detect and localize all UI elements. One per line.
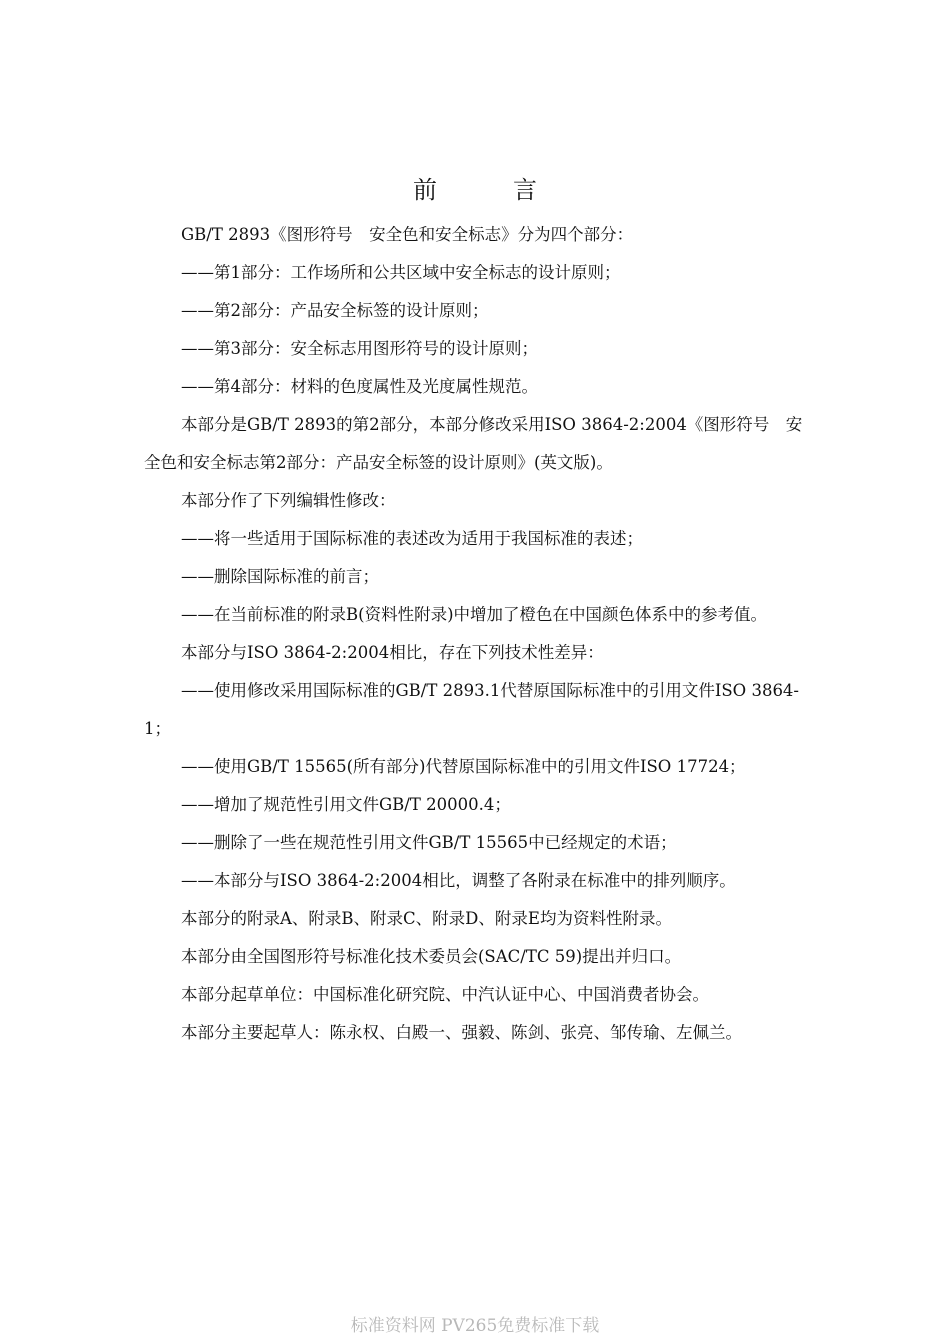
- list-item-part-4: ——第4部分：材料的色度属性及光度属性规范。: [181, 377, 538, 396]
- list-item-technical-5: ——本部分与ISO 3864-2:2004相比，调整了各附录在标准中的排列顺序。: [181, 871, 736, 890]
- list-item-technical-4: ——删除了一些在规范性引用文件GB/T 15565中已经规定的术语；: [181, 833, 677, 852]
- list-item-editorial-2: ——删除国际标准的前言；: [181, 567, 379, 586]
- paragraph-technical-intro: 本部分与ISO 3864-2:2004相比，存在下列技术性差异：: [181, 643, 604, 662]
- list-item-editorial-1: ——将一些适用于国际标准的表述改为适用于我国标准的表述；: [181, 529, 643, 548]
- list-item-editorial-3: ——在当前标准的附录B(资料性附录)中增加了橙色在中国颜色体系中的参考值。: [181, 605, 767, 624]
- page-title: 前 言: [413, 176, 563, 204]
- list-item-part-2: ——第2部分：产品安全标签的设计原则；: [181, 301, 489, 320]
- list-item-part-3: ——第3部分：安全标志用图形符号的设计原则；: [181, 339, 538, 358]
- foreword-body: [144, 216, 814, 1052]
- list-item-technical-3: ——增加了规范性引用文件GB/T 20000.4；: [181, 795, 511, 814]
- watermark-footer: 标准资料网 PV265免费标准下载: [350, 1316, 600, 1336]
- paragraph-drafters: 本部分主要起草人：陈永权、白殿一、强毅、陈剑、张亮、邹传瑜、左佩兰。: [181, 1023, 742, 1042]
- paragraph-proposer: 本部分由全国图形符号标准化技术委员会(SAC/TC 59)提出并归口。: [181, 947, 682, 966]
- paragraph-intro: GB/T 2893《图形符号 安全色和安全标志》分为四个部分：: [181, 225, 634, 244]
- paragraph-adoption: 本部分是GB/T 2893的第2部分，本部分修改采用ISO 3864-2:2004《图形符号 安全色和安全标志第2部分：产品安全标签的设计原则》(英文版)。: [144, 415, 803, 472]
- paragraph-drafting-units: 本部分起草单位：中国标准化研究院、中汽认证中心、中国消费者协会。: [181, 985, 709, 1004]
- list-item-technical-1: ——使用修改采用国际标准的GB/T 2893.1代替原国际标准中的引用文件ISO 3864-1；: [144, 681, 800, 738]
- list-item-part-1: ——第1部分：工作场所和公共区域中安全标志的设计原则；: [181, 263, 621, 282]
- paragraph-editorial-intro: 本部分作了下列编辑性修改：: [181, 491, 396, 510]
- list-item-technical-2: ——使用GB/T 15565(所有部分)代替原国际标准中的引用文件ISO 17724；: [181, 757, 746, 776]
- paragraph-annexes: 本部分的附录A、附录B、附录C、附录D、附录E均为资料性附录。: [181, 909, 672, 928]
